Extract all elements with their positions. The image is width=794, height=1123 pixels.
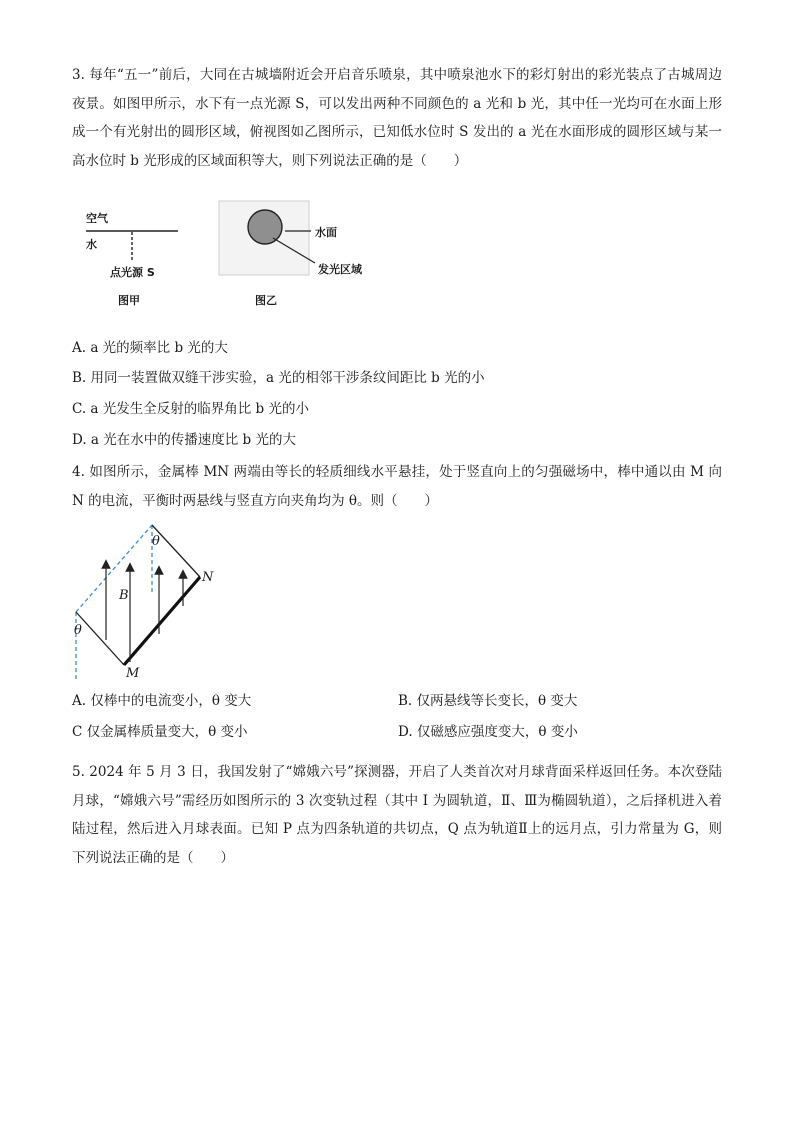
label-light-region: 发光区域 [318, 263, 362, 276]
figure-jia [80, 200, 190, 310]
label-point-source: 点光源 S [110, 266, 155, 279]
question-4-stem: 4. 如图所示，金属棒 MN 两端由等长的轻质细线水平悬挂，处于竖直向上的匀强磁场中，棒中通以由 M 向 N 的电流，平衡时两悬线与竖直方向夹角均为 θ。则（ ） [72, 464, 722, 509]
figure-yi [215, 198, 390, 312]
q3-option-a: A. a 光的频率比 b 光的大 [72, 340, 228, 356]
question-5-stem: 5. 2024 年 5 月 3 日，我国发射了“嫦娥六号”探测器，开启了人类首次对月球背面采样返回任务。本次登陆月球，“嫦娥六号”需经历如图所示的 3 次变轨过程（其中 Ⅰ 为圆轨道，Ⅱ、Ⅲ为椭圆轨道），之后择机进入着陆过程，然后进入月球表面。已知 P 点为四条轨道的共切点，Q 点为轨道Ⅱ上的远月点，引力常量为 G，则下列说法正确的是（ ） [72, 764, 722, 866]
q4-option-d: D. 仅磁感应强度变大，θ 变小 [398, 724, 578, 740]
label-point-n: N [202, 570, 214, 585]
q3-option-d: D. a 光在水中的传播速度比 b 光的大 [72, 432, 296, 448]
question-3-stem: 3. 每年“五一”前后，大同在古城墙附近会开启音乐喷泉，其中喷泉池水下的彩灯射出的彩光装点了古城周边夜景。如图甲所示，水下有一点光源 S，可以发出两种不同颜色的 a 光和 b 光，其中任一光均可在水面上形成一个有光射出的圆形区域，俯视图如乙图所示，已知低水位时 S 发出的 a 光在水面形成的圆形区域与某一高水位时 b 光形成的区域面积等大，则下列说法正确的是（ ） [72, 67, 722, 169]
label-water-surface: 水面 [315, 226, 337, 239]
caption-jia: 图甲 [118, 294, 140, 307]
figure-yi-diagram [215, 198, 390, 312]
q3-option-c: C. a 光发生全反射的临界角比 b 光的小 [72, 401, 309, 417]
label-air: 空气 [86, 212, 108, 225]
rod-diagram [68, 522, 228, 687]
label-theta-left: θ [74, 623, 82, 638]
label-water: 水 [86, 238, 97, 251]
caption-yi: 图乙 [255, 294, 277, 307]
q4-option-b: B. 仅两悬线等长变长，θ 变大 [398, 693, 578, 709]
label-point-m: M [126, 666, 140, 681]
label-field-b: B [119, 588, 129, 603]
q4-option-a: A. 仅棒中的电流变小，θ 变大 [72, 693, 252, 709]
q4-option-c: C 仅金属棒质量变大，θ 变小 [72, 724, 248, 740]
q3-option-b: B. 用同一装置做双缝干涉实验，a 光的相邻干涉条纹间距比 b 光的小 [72, 370, 485, 386]
figure-metal-rod [68, 522, 228, 687]
label-theta-top: θ [152, 534, 160, 549]
